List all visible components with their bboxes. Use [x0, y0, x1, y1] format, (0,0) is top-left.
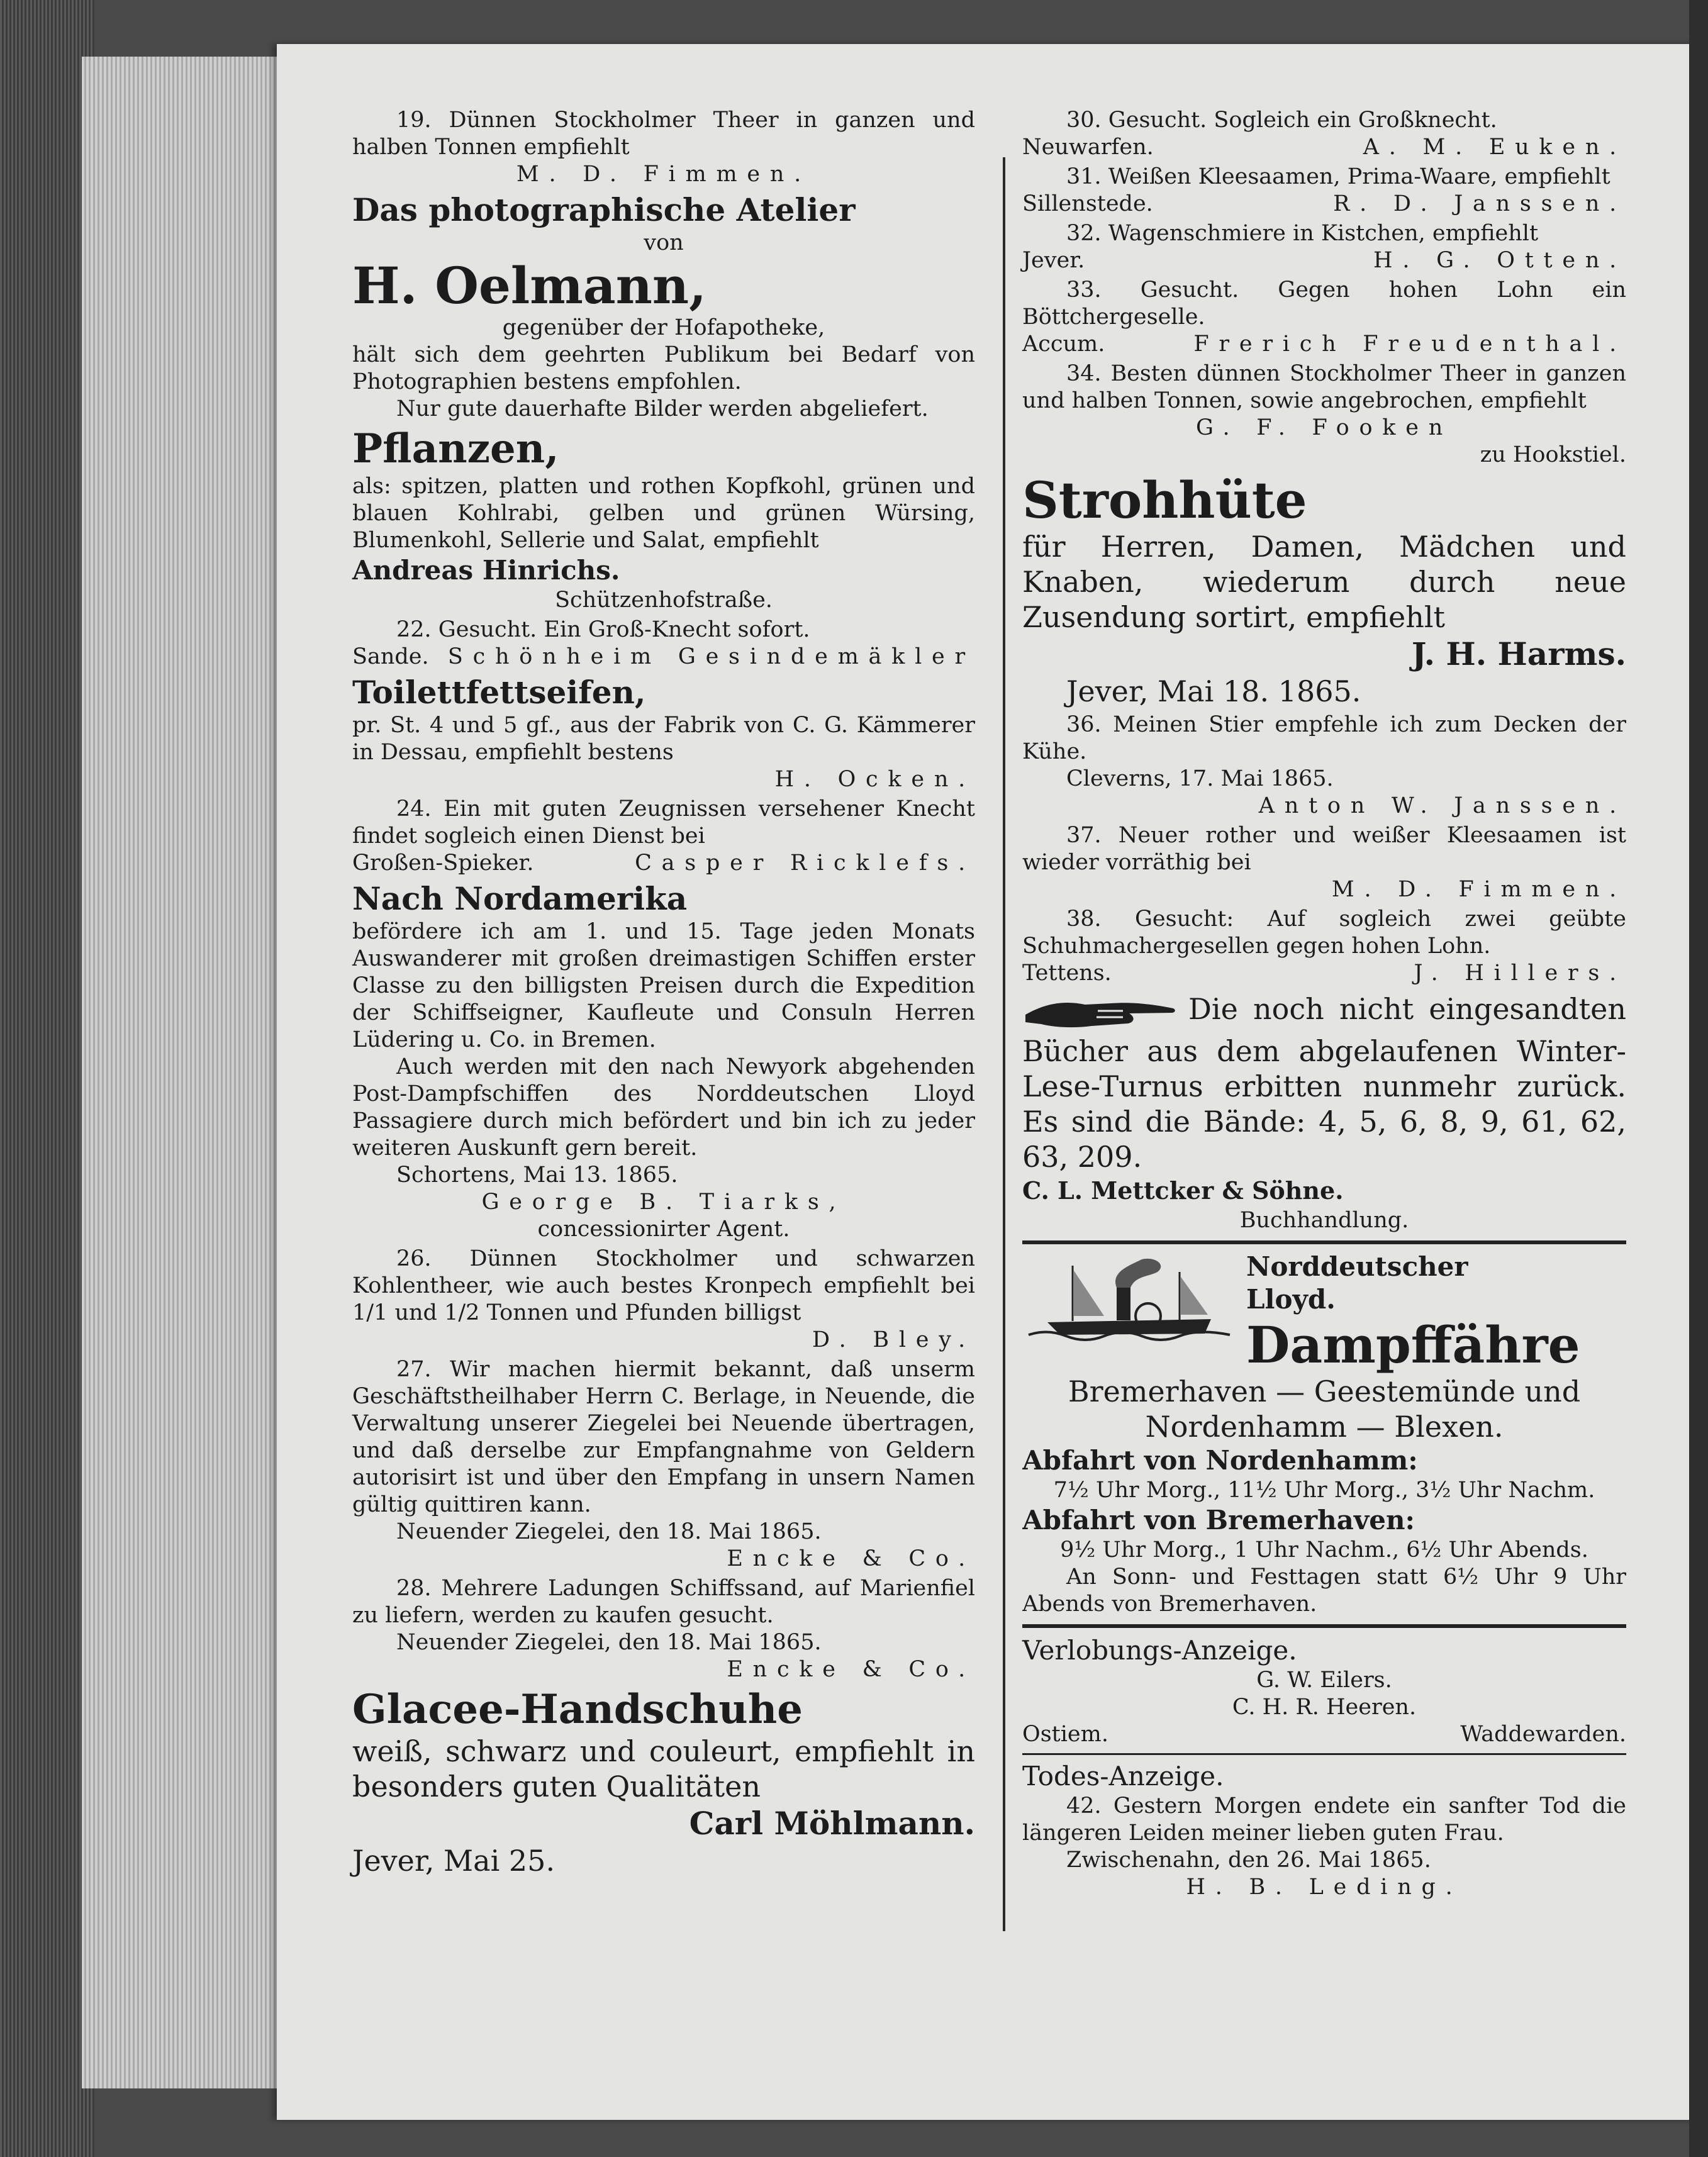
pflanzen-signature: Andreas Hinrichs. [352, 555, 620, 586]
ad-26-signature: D. Bley. [812, 1327, 975, 1352]
ad-glacee [352, 1686, 975, 1878]
lloyd-times-2: 9½ Uhr Morg., 1 Uhr Nachm., 6½ Uhr Abends. [1060, 1537, 1588, 1563]
section-rule [1022, 1753, 1626, 1755]
ad-26 [352, 1246, 975, 1354]
ad-34-location: zu Hookstiel. [1480, 442, 1626, 467]
ad-27-text: 27. Wir machen hiermit bekannt, daß unserm Geschäftstheilhaber Herrn C. Berlage, in Neuende, die Verwaltung unserer Ziegelei bei Neuende übertragen, und daß derselbe zur Empfangnahme von Geldern autorisirt ist und über den Empfang in unsern Namen gültig quittiren kann. [352, 1357, 975, 1517]
amerika-body-2: Auch werden mit den nach Newyork abgehenden Post-Dampfschiffen des Norddeutschen Lloyd Passagiere durch mich befördert und bin ich zu jeder weiteren Auskunft gern bereit. [352, 1054, 975, 1161]
ad-24-signature: Casper Ricklefs. [635, 850, 975, 876]
lloyd-note: An Sonn- und Festtagen statt 6½ Uhr 9 Uhr Abends von Bremerhaven. [1022, 1564, 1626, 1617]
ad-33 [1022, 277, 1626, 358]
ad-37-text: 37. Neuer rother und weißer Kleesaamen ist wieder vorräthig bei [1022, 823, 1626, 875]
pointing-hand-icon [1022, 989, 1180, 1034]
strohhuete-heading: Strohhüte [1022, 471, 1307, 530]
ad-34-signature: G. F. Fooken [1195, 415, 1453, 440]
ad-36 [1022, 711, 1626, 820]
ad-19 [352, 107, 975, 188]
lloyd-route-1: Bremerhaven — Geestemünde und [1068, 1374, 1581, 1408]
lloyd-route-2: Nordenhamm — Blexen. [1145, 1410, 1504, 1444]
lloyd-departure-2: Abfahrt von Bremerhaven: [1022, 1505, 1415, 1536]
page-stack [82, 57, 289, 2088]
ad-28-date: Neuender Ziegelei, den 18. Mai 1865. [396, 1630, 822, 1655]
ad-38-signature: J. Hillers. [1414, 961, 1626, 986]
ad-34-text: 34. Besten dünnen Stockholmer Theer in ganzen und halben Tonnen, sowie angebrochen, empfiehlt [1022, 361, 1626, 413]
oelmann-name: H. Oelmann, [352, 256, 706, 315]
strohhuete-date: Jever, Mai 18. 1865. [1066, 674, 1361, 708]
ad-todes [1022, 1760, 1626, 1901]
lloyd-departure-1: Abfahrt von Nordenhamm: [1022, 1445, 1418, 1476]
toilett-heading: Toilettfettseifen, [352, 674, 646, 711]
ad-38-text: 38. Gesucht: Auf sogleich zwei geübte Schuhmachergesellen gegen hohen Lohn. [1022, 906, 1626, 959]
verlobung-heading: Verlobungs-Anzeige. [1022, 1635, 1297, 1666]
scan-edge [1689, 0, 1708, 2157]
section-rule [1022, 1240, 1626, 1244]
todes-heading: Todes-Anzeige. [1022, 1761, 1224, 1792]
ad-34 [1022, 360, 1626, 469]
ad-27 [352, 1356, 975, 1573]
ad-24-text: 24. Ein mit guten Zeugnissen versehener Knecht findet sogleich einen Dienst bei [352, 796, 975, 849]
ad-28-text: 28. Mehrere Ladungen Schiffssand, auf Marienfiel zu liefern, werden zu kaufen gesucht. [352, 1576, 975, 1628]
ad-36-text: 36. Meinen Stier empfehle ich zum Decken der Kühe. [1022, 712, 1626, 764]
ad-33-text: 33. Gesucht. Gegen hohen Lohn ein Böttchergeselle. [1022, 277, 1626, 330]
ad-oelmann [352, 191, 975, 423]
todes-signature: H. B. Leding. [1186, 1875, 1463, 1900]
ad-37 [1022, 822, 1626, 903]
book-edge [0, 0, 94, 2157]
buecher-body: Die noch nicht eingesandten Bücher aus dem abgelaufenen Winter-Lese-Turnus erbitten nunmehr zurück. Es sind die Bände: 4, 5, 6, 8, 9, 61, 62, 63, 209. [1022, 992, 1626, 1174]
ad-38-place: Tettens. [1022, 961, 1112, 986]
ad-lloyd [1022, 1251, 1626, 1618]
ad-pflanzen [352, 425, 975, 614]
oelmann-body: hält sich dem geehrten Publikum bei Bedarf von Photographien bestens empfohlen. [352, 342, 975, 394]
amerika-subtitle: concessionirter Agent. [537, 1217, 790, 1242]
verlobung-name-1: G. W. Eilers. [1256, 1668, 1392, 1693]
amerika-body: befördere ich am 1. und 15. Tage jeden Monats Auswanderer mit großen dreimastigen Schiffen erster Classe zu den billigsten Preisen durch die Expedition der Schiffseigner, Kaufleute und Consuln Herren Lüdering u. Co. in Bremen. [352, 919, 975, 1052]
glacee-heading: Glacee-Handschuhe [352, 1686, 803, 1733]
verlobung-place-2: Waddewarden. [1460, 1722, 1626, 1747]
ad-30-signature: A. M. Euken. [1363, 135, 1626, 160]
ad-33-signature: Frerich Freudenthal. [1193, 332, 1626, 357]
pflanzen-address: Schützenhofstraße. [555, 588, 773, 613]
ad-26-text: 26. Dünnen Stockholmer und schwarzen Kohlentheer, wie auch bestes Kronpech empfiehlt bei 1/1 und 1/2 Tonnen und Pfunden billigst [352, 1246, 975, 1325]
oelmann-body-2: Nur gute dauerhafte Bilder werden abgeliefert. [396, 396, 929, 421]
strohhuete-signature: J. H. Harms. [1411, 635, 1626, 672]
ad-30-place: Neuwarfen. [1022, 135, 1154, 160]
ad-32-text: 32. Wagenschmiere in Kistchen, empfiehlt [1066, 221, 1539, 246]
ad-28-signature: Encke & Co. [727, 1657, 975, 1682]
right-column [1022, 107, 1626, 1903]
ad-27-signature: Encke & Co. [727, 1546, 975, 1571]
ad-32-signature: H. G. Otten. [1373, 248, 1626, 273]
lloyd-heading-1: Norddeutscher [1246, 1251, 1468, 1282]
ad-22 [352, 616, 975, 671]
oelmann-location: gegenüber der Hofapotheke, [502, 315, 825, 340]
ad-36-date: Cleverns, 17. Mai 1865. [1066, 766, 1334, 791]
amerika-heading: Nach Nordamerika [352, 880, 688, 917]
amerika-signature: George B. Tiarks, [481, 1190, 846, 1215]
glacee-date: Jever, Mai 25. [352, 1844, 555, 1878]
toilett-signature: H. Ocken. [774, 767, 975, 792]
ad-36-signature: Anton W. Janssen. [1258, 793, 1626, 818]
ad-31 [1022, 164, 1626, 218]
ad-22-text: 22. Gesucht. Ein Groß-Knecht sofort. [396, 617, 810, 642]
lloyd-heading-2: Lloyd. [1246, 1284, 1336, 1315]
glacee-body: weiß, schwarz und couleurt, empfiehlt in besonders guten Qualitäten [352, 1734, 975, 1803]
ad-37-signature: M. D. Fimmen. [1331, 877, 1626, 902]
ad-31-place: Sillenstede. [1022, 191, 1153, 216]
steamship-icon [1022, 1253, 1236, 1360]
glacee-signature: Carl Möhlmann. [689, 1805, 975, 1842]
ad-32 [1022, 220, 1626, 274]
pflanzen-body: als: spitzen, platten und rothen Kopfkohl, grünen und blauen Kohlrabi, gelben und grünen Würsing, Blumenkohl, Sellerie und Salat, empfiehlt [352, 474, 975, 553]
left-column [352, 107, 975, 1881]
verlobung-place-1: Ostiem. [1022, 1722, 1108, 1747]
ad-19-signature: M. D. Fimmen. [516, 162, 812, 187]
ad-33-place: Accum. [1022, 332, 1105, 357]
section-rule [1022, 1624, 1626, 1628]
column-divider [1003, 157, 1005, 1931]
toilett-body: pr. St. 4 und 5 gf., aus der Fabrik von C. G. Kämmerer in Dessau, empfiehlt bestens [352, 713, 975, 765]
amerika-date: Schortens, Mai 13. 1865. [396, 1162, 678, 1188]
ad-31-text: 31. Weißen Kleesaamen, Prima-Waare, empfiehlt [1066, 164, 1610, 189]
buecher-subtitle: Buchhandlung. [1239, 1208, 1409, 1233]
ad-19-text: 19. Dünnen Stockholmer Theer in ganzen und halben Tonnen empfiehlt [352, 108, 975, 160]
lloyd-times-1: 7½ Uhr Morg., 11½ Uhr Morg., 3½ Uhr Nachm. [1053, 1478, 1595, 1503]
verlobung-name-2: C. H. R. Heeren. [1232, 1695, 1417, 1720]
oelmann-von: von [644, 230, 684, 255]
ad-toilettseifen [352, 673, 975, 793]
buecher-signature: C. L. Mettcker & Söhne. [1022, 1176, 1344, 1205]
todes-text: 42. Gestern Morgen endete ein sanfter Tod die längeren Leiden meiner lieben guten Frau. [1022, 1793, 1626, 1846]
strohhuete-body: für Herren, Damen, Mädchen und Knaben, wiederum durch neue Zusendung sortirt, empfiehlt [1022, 530, 1626, 634]
ad-nordamerika [352, 879, 975, 1243]
pflanzen-heading: Pflanzen, [352, 425, 559, 472]
ad-27-date: Neuender Ziegelei, den 18. Mai 1865. [396, 1519, 822, 1544]
ad-22-place: Sande. [352, 644, 429, 669]
ad-24-place: Großen-Spieker. [352, 850, 534, 876]
ad-verlobung [1022, 1634, 1626, 1748]
ad-30 [1022, 107, 1626, 161]
ad-30-text: 30. Gesucht. Sogleich ein Großknecht. [1066, 108, 1497, 133]
ad-38 [1022, 906, 1626, 987]
ad-31-signature: R. D. Janssen. [1333, 191, 1626, 216]
ad-32-place: Jever. [1022, 248, 1085, 273]
todes-date: Zwischenahn, den 26. Mai 1865. [1066, 1848, 1431, 1873]
ad-24 [352, 796, 975, 877]
ad-22-signature: Schönheim Gesindemäkler [447, 644, 975, 669]
ad-buecher [1022, 989, 1626, 1234]
lloyd-heading-3: Dampffähre [1246, 1315, 1580, 1374]
ad-28 [352, 1575, 975, 1683]
oelmann-heading: Das photographische Atelier [352, 191, 856, 228]
ad-strohhuete [1022, 471, 1626, 709]
